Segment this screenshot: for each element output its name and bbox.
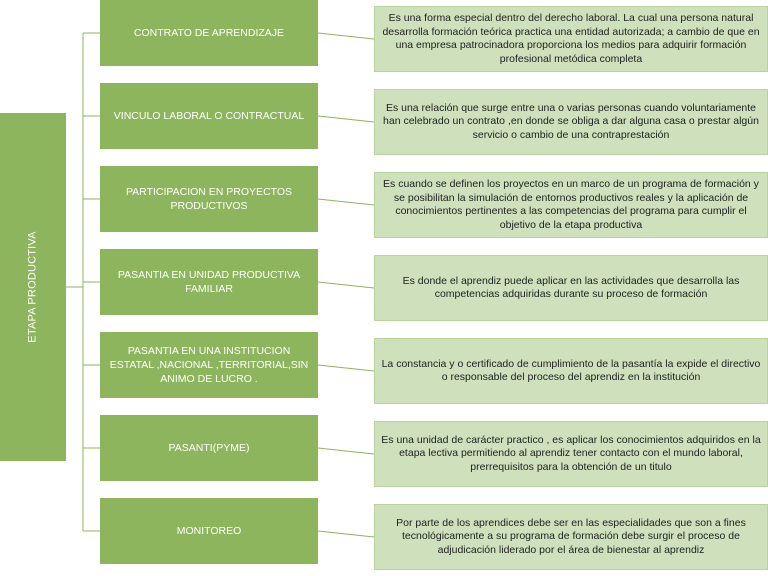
category-vinculo-laboral: VINCULO LABORAL O CONTRACTUAL (100, 83, 318, 149)
link-6 (318, 448, 374, 454)
category-contrato-de-aprendizaje: CONTRATO DE APRENDIZAJE (100, 0, 318, 66)
link-3 (318, 199, 374, 205)
category-pasantia-pyme: PASANTI(PYME) (100, 415, 318, 481)
link-5 (318, 365, 374, 371)
description-vinculo-laboral: Es una relación que surge entre una o varias personas cuando voluntariamente han celebrado un contrato ,en donde se obliga a dar alguna casa o prestar algún servicio o cambio de una contraprestación (374, 89, 768, 155)
category-pasantia-unidad-familiar: PASANTIA EN UNIDAD PRODUCTIVA FAMILIAR (100, 249, 318, 315)
root-node (0, 113, 66, 461)
category-participacion-proyectos: PARTICIPACION EN PROYECTOS PRODUCTIVOS (100, 166, 318, 232)
description-participacion-proyectos: Es cuando se definen los proyectos en un marco de un programa de formación y se posibilitan la simulación de entornos productivos reales y la aplicación de conocimientos pertinentes a las competencias del programa para cumplir el objetivo de la etapa productiva (374, 172, 768, 238)
link-7 (318, 531, 374, 537)
description-pasantia-pyme: Es una unidad de carácter practico , es aplicar los conocimientos adquiridos en la etapa lectiva permitiendo al aprendiz tener contacto con el mundo laboral, prerrequisitos para la obtención de un titulo (374, 421, 768, 487)
description-pasantia-institucion-estatal: La constancia y o certificado de cumplimiento de la pasantía la expide el directivo o responsable del proceso del aprendiz en la institución (374, 338, 768, 404)
description-contrato-de-aprendizaje: Es una forma especial dentro del derecho laboral. La cual una persona natural desarrolla formación teórica practica una entidad autorizada; a cambio de que en una empresa patrocinadora proporciona los medios para adquirir formación profesional metódica completa (374, 6, 768, 72)
description-monitoreo: Por parte de los aprendices debe ser en las especialidades que son a fines tecnológicamente a su programa de formación debe surgir el proceso de adjudicación liderado por el área de bienestar al aprendiz (374, 504, 768, 570)
link-2 (318, 116, 374, 122)
description-pasantia-unidad-familiar: Es donde el aprendiz puede aplicar en las actividades que desarrolla las competencias adquiridas durante su proceso de formación (374, 255, 768, 321)
category-monitoreo: MONITOREO (100, 498, 318, 564)
link-1 (318, 33, 374, 39)
link-4 (318, 282, 374, 288)
category-pasantia-institucion-estatal: PASANTIA EN UNA INSTITUCION ESTATAL ,NACIONAL ,TERRITORIAL,SIN ANIMO DE LUCRO . (100, 332, 318, 398)
root-label: ETAPA PRODUCTIVA (27, 231, 40, 343)
